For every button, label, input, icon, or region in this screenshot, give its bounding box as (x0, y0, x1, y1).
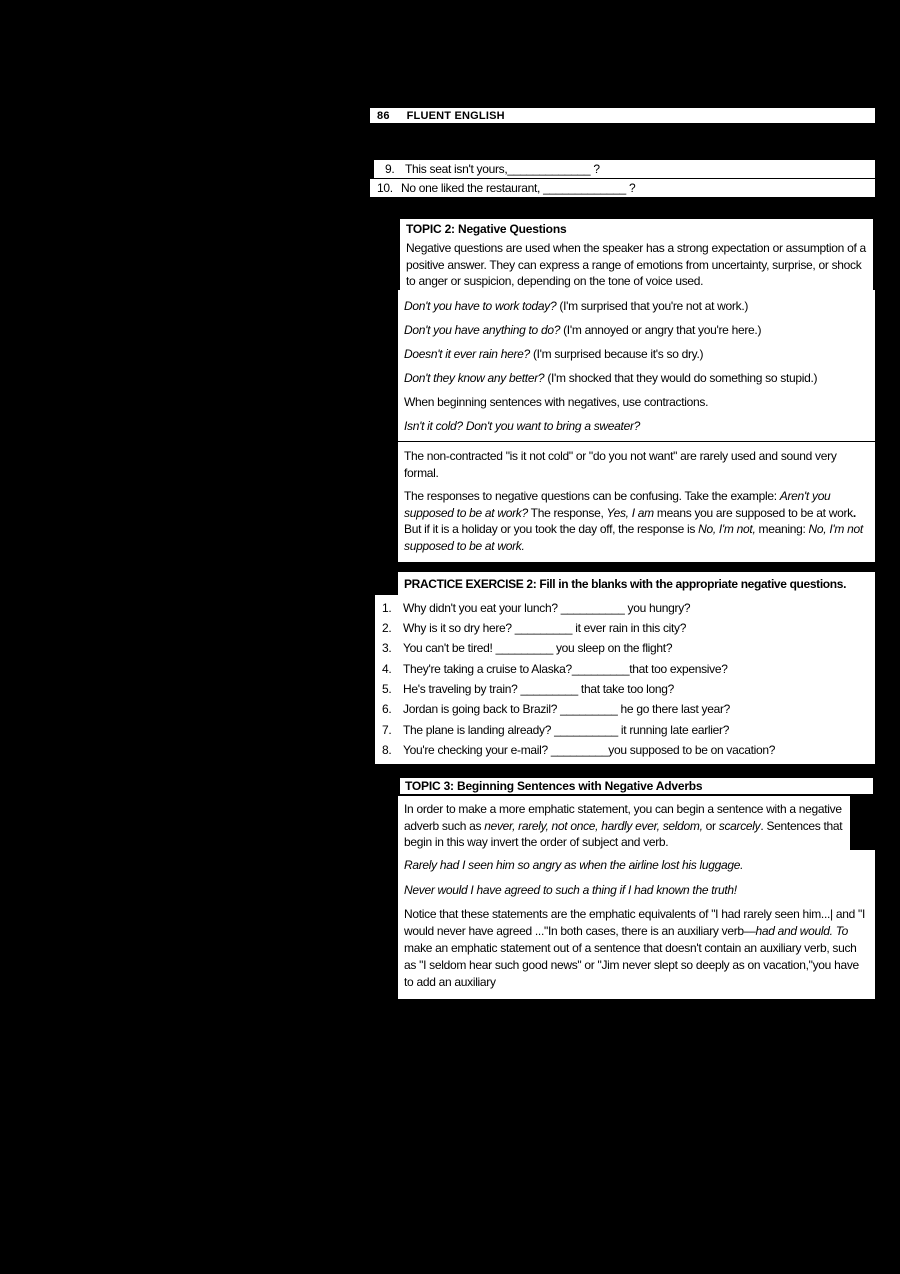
item-number: 9. (385, 161, 395, 176)
item-text: No one liked the restaurant, _____________ ? (401, 180, 636, 195)
item-number: 5. (382, 682, 392, 697)
item-number: 6. (382, 702, 392, 717)
item-text: Why didn't you eat your lunch? __________ you hungry? (403, 600, 691, 615)
example-sentence: Don't you have anything to do? (I'm annoyed or angry that you're here.) (404, 323, 762, 338)
item-number: 10. (377, 180, 393, 195)
responses-paragraph: The responses to negative questions can be confusing. Take the example: Aren't you supposed to be at work? The response, Yes, I am means you are supposed to be at work. But if it is a holiday or you took the day off, the response is No, I'm not, meaning: No, I'm not supposed to be at work. (404, 489, 863, 553)
practice-item-7 (375, 720, 875, 740)
example-sentence: Doesn't it ever rain here? (I'm surprised because it's so dry.) (404, 347, 704, 362)
tag-question-row-10 (370, 179, 875, 197)
item-text: You're checking your e-mail? _________you supposed to be on vacation? (403, 742, 776, 757)
item-text: He's traveling by train? _________ that take too long? (403, 682, 674, 697)
example-sentence: Don't they know any better? (I'm shocked that they would do something so stupid.) (404, 371, 818, 386)
practice-item-5 (375, 679, 875, 699)
item-number: 3. (382, 641, 392, 656)
item-number: 7. (382, 722, 392, 737)
practice-item-4 (375, 659, 875, 679)
topic2-examples-box (398, 290, 875, 441)
fill-blank: _____________ (507, 161, 591, 176)
page-header (370, 108, 875, 123)
item-text: This seat isn't yours,_____________ ? (405, 161, 600, 176)
example-sentence: Never would I have agreed to such a thing if I had known the truth! (404, 882, 737, 897)
topic2-heading: TOPIC 2: Negative Questions (406, 222, 567, 236)
book-title: FLUENT ENGLISH (406, 109, 505, 122)
practice-item-2 (375, 618, 875, 638)
topic2-box (398, 217, 875, 296)
notice-paragraph: Notice that these statements are the emphatic equivalents of "I had rarely seen him...| and "I would never have agreed ..."In both cases, there is an auxiliary verb—had and would. To make an emphatic statement out of a sentence that doesn't contain an auxiliary verb, such as "I seldom hear such good news" or "Jim never slept so deeply as on vacation,"you have to add an auxiliary (404, 907, 866, 990)
practice-exercise2-list (375, 595, 875, 764)
item-text: Why is it so dry here? _________ it ever rain in this city? (403, 621, 687, 636)
fill-blank: _____________ (543, 180, 626, 195)
item-number: 2. (382, 621, 392, 636)
practice-item-8 (375, 740, 875, 760)
topic3-examples-box (398, 850, 875, 999)
practice-item-6 (375, 699, 875, 719)
topic3-intro: In order to make a more emphatic statement, you can begin a sentence with a negative adverb such as never, rarely, not once, hardly ever, seldom, or scarcely. Sentences that begin in this way invert the order of subject and verb. (398, 796, 850, 857)
item-text: They're taking a cruise to Alaska?_________that too expensive? (403, 661, 728, 676)
contractions-note: When beginning sentences with negatives, use contractions. (404, 395, 709, 410)
item-text: You can't be tired! _________ you sleep on the flight? (403, 641, 673, 656)
practice-item-3 (375, 639, 875, 659)
non-contracted-paragraph: The non-contracted "is it not cold" or "do you not want" are rarely used and sound very formal. (404, 449, 837, 480)
item-text: Jordan is going back to Brazil? _________ he go there last year? (403, 702, 731, 717)
item-number: 8. (382, 742, 392, 757)
page-number: 86 (377, 109, 390, 122)
example-sentence: Don't you have to work today? (I'm surprised that you're not at work.) (404, 299, 749, 313)
tag-question-row-9 (374, 160, 875, 178)
responses-box (398, 442, 875, 562)
practice-item-1 (375, 598, 875, 618)
topic2-intro: Negative questions are used when the speaker has a strong expectation or assumption of a positive answer. They can express a range of emotions from uncertainty, surprise, or shock to anger or suspicion, depending on the tone of voice used. (406, 241, 866, 289)
example-sentence: Rarely had I seen him so angry as when the airline lost his luggage. (404, 858, 744, 872)
item-number: 4. (382, 661, 392, 676)
practice-exercise2-heading: PRACTICE EXERCISE 2: Fill in the blanks with the appropriate negative questions. (398, 572, 875, 595)
topic3-heading: TOPIC 3: Beginning Sentences with Negative Adverbs (398, 776, 875, 796)
item-number: 1. (382, 600, 392, 615)
contractions-example: Isn't it cold? Don't you want to bring a sweater? (404, 419, 641, 434)
item-text: The plane is landing already? __________ it running late earlier? (403, 722, 730, 737)
